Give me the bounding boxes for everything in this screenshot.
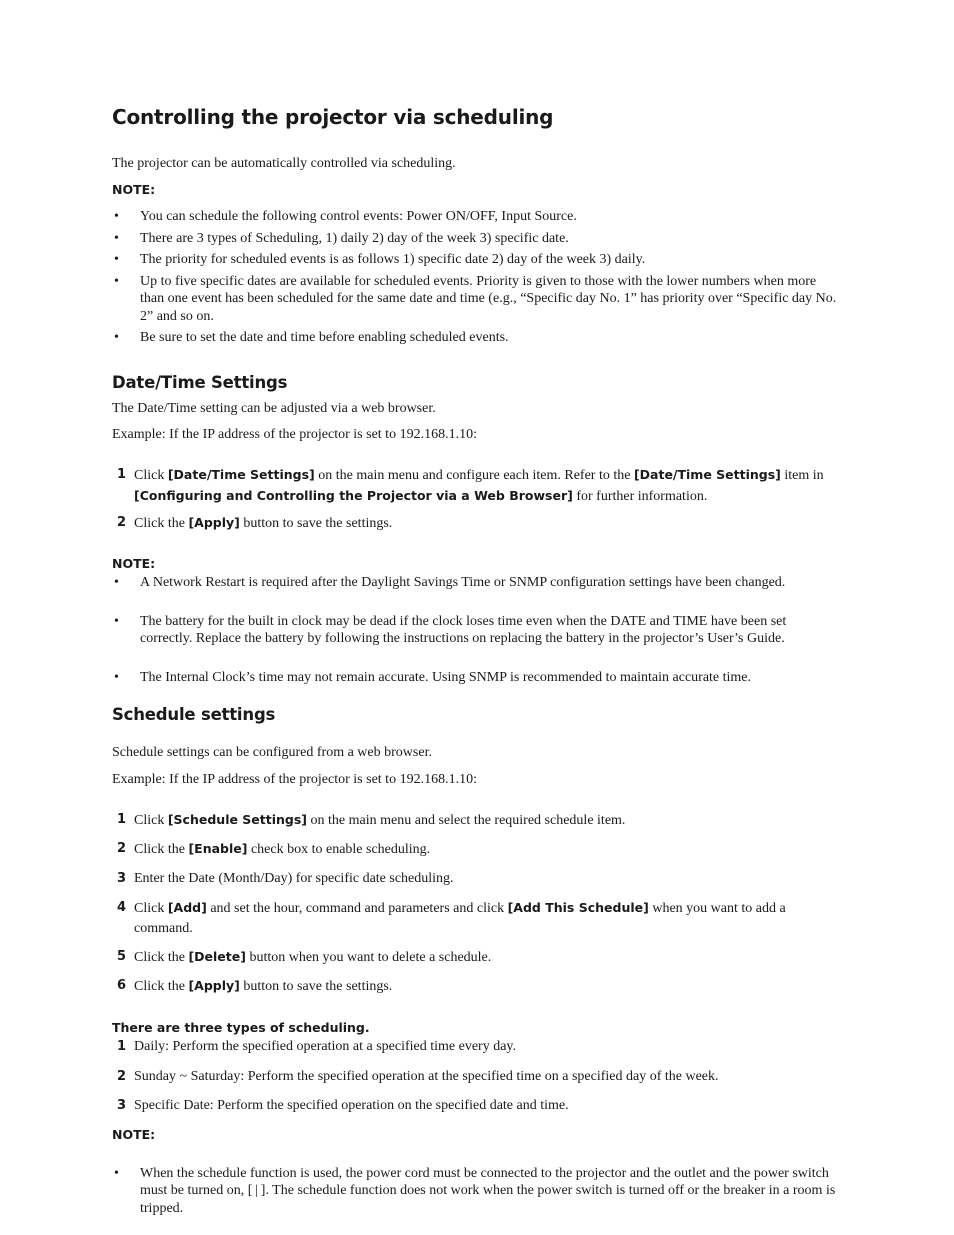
step-item: 3 Enter the Date (Month/Day) for specific date scheduling. bbox=[112, 869, 842, 889]
step-item: 2 Click the [Apply] button to save the settings. bbox=[117, 515, 393, 531]
bullet-item: • There are 3 types of Scheduling, 1) daily 2) day of the week 3) specific date. bbox=[114, 231, 569, 246]
ui-reference: [Date/Time Settings] bbox=[167, 467, 315, 482]
note-label: NOTE: bbox=[112, 182, 156, 197]
step-number: 2 bbox=[117, 1069, 127, 1084]
bullet-icon: • bbox=[114, 575, 119, 590]
bullet-item: • The Internal Clock’s time may not remain accurate. Using SNMP is recommended to maintain accurate time. bbox=[114, 670, 752, 685]
bullet-item: • Up to five specific dates are available for scheduled events. Priority is given to those with the lower numbers when more than one event has been scheduled for the same date and time (e.g., “Specific day No. 1” has priority over “Specific day No. 2” and so on. bbox=[114, 274, 837, 324]
intro-paragraph: The projector can be automatically controlled via scheduling. bbox=[112, 156, 456, 171]
step-item: 5 Click the [Delete] button when you want to delete a schedule. bbox=[117, 949, 492, 965]
page-title: Controlling the projector via scheduling bbox=[112, 105, 554, 129]
type-item: 1 Daily: Perform the specified operation at a specified time every day. bbox=[112, 1037, 842, 1057]
step-number: 6 bbox=[117, 978, 127, 993]
step-number: 1 bbox=[117, 812, 127, 827]
type-item: 2 Sunday ~ Saturday: Perform the specified operation at the specified time on a specified day of the week. bbox=[112, 1067, 842, 1087]
bullet-item: • The battery for the built in clock may be dead if the clock loses time even when the DATE and TIME have been set correctly. Replace the battery by following the instructions on replacing the battery in the projector’s User’s Guide. bbox=[114, 614, 787, 647]
bullet-icon: • bbox=[114, 274, 119, 289]
schedule-heading: Schedule settings bbox=[112, 705, 276, 724]
note-label: NOTE: bbox=[112, 1127, 156, 1142]
bullet-icon: • bbox=[114, 1166, 119, 1181]
ui-reference: [Configuring and Controlling the Projector via a Web Browser] bbox=[134, 487, 573, 503]
step-number: 2 bbox=[117, 515, 127, 530]
bullet-icon: • bbox=[114, 330, 119, 345]
bullet-icon: • bbox=[114, 670, 119, 685]
bullet-icon: • bbox=[114, 231, 119, 246]
step-number: 1 bbox=[117, 1039, 127, 1054]
step-item: 6 Click the [Apply] button to save the settings. bbox=[117, 978, 393, 994]
step-item: 1 Click [Schedule Settings] on the main menu and select the required schedule item. bbox=[117, 812, 626, 828]
step-number: 3 bbox=[117, 871, 127, 886]
step-number: 3 bbox=[117, 1098, 127, 1113]
step-number: 2 bbox=[117, 841, 127, 856]
datetime-example: Example: If the IP address of the projector is set to 192.168.1.10: bbox=[112, 427, 477, 442]
schedule-paragraph: Schedule settings can be configured from a web browser. bbox=[112, 745, 432, 760]
ui-reference: [Apply] bbox=[188, 515, 240, 530]
schedule-example: Example: If the IP address of the projector is set to 192.168.1.10: bbox=[112, 772, 477, 787]
ui-reference: [Date/Time Settings] bbox=[633, 467, 781, 482]
step-item: 2 Click the [Enable] check box to enable scheduling. bbox=[117, 841, 431, 857]
bullet-item: • A Network Restart is required after the Daylight Savings Time or SNMP configuration settings have been changed. bbox=[114, 575, 786, 590]
step-number: 4 bbox=[117, 900, 127, 915]
datetime-paragraph: The Date/Time setting can be adjusted via a web browser. bbox=[112, 401, 436, 416]
type-item: 3 Specific Date: Perform the specified operation on the specified date and time. bbox=[112, 1096, 842, 1116]
types-heading: There are three types of scheduling. bbox=[112, 1020, 370, 1035]
step-item: 4 Click [Add] and set the hour, command and parameters and click [Add This Schedule] when you want to add a command. bbox=[117, 900, 786, 936]
bullet-item: • The priority for scheduled events is as follows 1) specific date 2) day of the week 3) daily. bbox=[114, 252, 646, 267]
ui-reference: [Add] bbox=[167, 900, 207, 915]
ui-reference: [Delete] bbox=[188, 949, 246, 964]
ui-reference: [Schedule Settings] bbox=[167, 812, 308, 827]
note-label: NOTE: bbox=[112, 556, 156, 571]
bullet-item: • You can schedule the following control events: Power ON/OFF, Input Source. bbox=[114, 209, 577, 224]
bullet-icon: • bbox=[114, 252, 119, 267]
bullet-item: • Be sure to set the date and time before enabling scheduled events. bbox=[114, 330, 509, 345]
datetime-heading: Date/Time Settings bbox=[112, 373, 288, 392]
ui-reference: [Add This Schedule] bbox=[507, 900, 649, 915]
ui-reference: [Apply] bbox=[188, 978, 240, 993]
bullet-icon: • bbox=[114, 209, 119, 224]
bullet-icon: • bbox=[114, 614, 119, 629]
step-item: 1 Click [Date/Time Settings] on the main menu and configure each item. Refer to the [Date/Time Settings] item in [Configuring and Controlling the Projector via a Web Browser] for further information. bbox=[117, 467, 824, 504]
bullet-item: • When the schedule function is used, the power cord must be connected to the projector and the outlet and the power switch must be turned on, [ | ]. The schedule function does not work when the power switch is turned off or the breaker in a room is tripped. bbox=[114, 1166, 836, 1216]
ui-reference: [Enable] bbox=[188, 841, 248, 856]
step-number: 5 bbox=[117, 949, 127, 964]
step-number: 1 bbox=[117, 467, 127, 482]
